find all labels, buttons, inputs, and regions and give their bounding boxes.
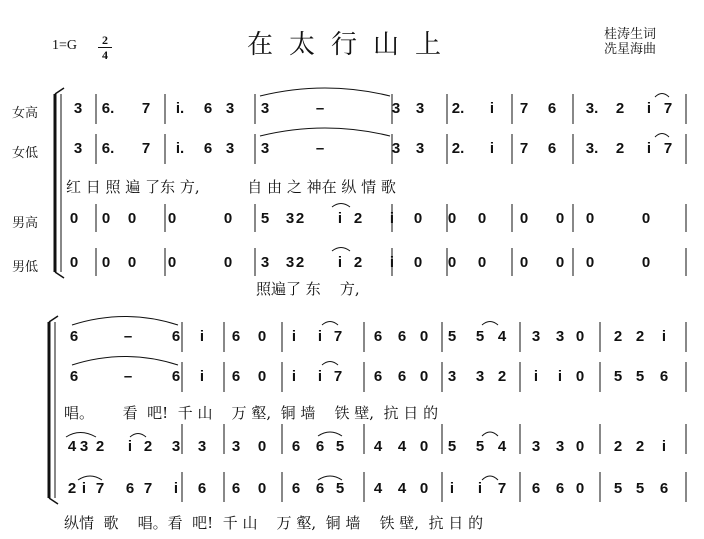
note-bass: 0 xyxy=(167,254,177,271)
note-bass: i xyxy=(389,254,395,271)
song-title: 在太行山上 xyxy=(246,30,457,60)
note-soprano: 0 xyxy=(575,328,585,345)
note-soprano: 3. xyxy=(585,100,599,117)
note-bass: 5 xyxy=(635,480,645,497)
note-soprano: 2. xyxy=(451,100,465,117)
note-soprano: 2 xyxy=(615,100,625,117)
note-alto: – xyxy=(123,368,133,385)
note-soprano: 7 xyxy=(663,100,673,117)
note-tenor: 0 xyxy=(641,210,651,227)
note-alto: 7 xyxy=(141,140,151,157)
time-signature-top: 2 xyxy=(102,33,108,47)
note-soprano: 2 xyxy=(635,328,645,345)
note-tenor: 5 xyxy=(260,210,270,227)
note-soprano: i xyxy=(291,328,297,345)
note-soprano: 6 xyxy=(203,100,213,117)
note-soprano: 7 xyxy=(141,100,151,117)
note-bass: 2 xyxy=(67,480,77,497)
note-tenor: 0 xyxy=(447,210,457,227)
note-tenor: 0 xyxy=(575,438,585,455)
note-soprano: 3 xyxy=(531,328,541,345)
note-alto: i. xyxy=(175,140,185,157)
note-tenor: 3 xyxy=(285,210,295,227)
note-tenor: 5 xyxy=(335,438,345,455)
note-tenor: 0 xyxy=(555,210,565,227)
note-tenor: i xyxy=(389,210,395,227)
note-alto: 7 xyxy=(333,368,343,385)
note-bass: i xyxy=(477,480,483,497)
note-soprano: – xyxy=(315,100,325,117)
note-bass: 7 xyxy=(143,480,153,497)
note-tenor: 6 xyxy=(315,438,325,455)
note-tenor: 6 xyxy=(291,438,301,455)
note-alto: i xyxy=(317,368,323,385)
note-soprano: 3 xyxy=(391,100,401,117)
note-bass: 0 xyxy=(555,254,565,271)
note-soprano: 7 xyxy=(333,328,343,345)
note-tenor: 3 xyxy=(555,438,565,455)
note-alto: 0 xyxy=(257,368,267,385)
note-soprano: 3 xyxy=(555,328,565,345)
note-bass: 0 xyxy=(257,480,267,497)
note-bass: 0 xyxy=(101,254,111,271)
note-bass: 0 xyxy=(419,480,429,497)
note-alto: 3 xyxy=(225,140,235,157)
note-tenor: 3 xyxy=(231,438,241,455)
note-bass: 0 xyxy=(585,254,595,271)
note-alto: 6 xyxy=(659,368,669,385)
note-alto: 3 xyxy=(475,368,485,385)
voice-label-bass: 男低 xyxy=(12,260,39,275)
note-alto: 7 xyxy=(663,140,673,157)
note-bass: 0 xyxy=(477,254,487,271)
note-tenor: 4 xyxy=(497,438,507,455)
note-bass: 2 xyxy=(295,254,305,271)
note-bass: 5 xyxy=(335,480,345,497)
note-alto: 3 xyxy=(391,140,401,157)
note-alto: i xyxy=(533,368,539,385)
note-soprano: 6 xyxy=(547,100,557,117)
note-bass: 0 xyxy=(575,480,585,497)
note-alto: 6 xyxy=(231,368,241,385)
note-alto: 6 xyxy=(397,368,407,385)
lyric-line-women-2: 唱。 看 吧! 千 山 万 壑, 铜 墙 铁 壁, 抗 日 的 xyxy=(64,404,439,422)
note-alto: 0 xyxy=(575,368,585,385)
note-soprano: 6 xyxy=(69,328,79,345)
note-tenor: 2 xyxy=(295,210,305,227)
note-tenor: 4 xyxy=(67,438,77,455)
note-tenor: 4 xyxy=(397,438,407,455)
note-alto: 3 xyxy=(260,140,270,157)
note-tenor: 0 xyxy=(69,210,79,227)
note-bass: 2 xyxy=(353,254,363,271)
note-alto: 2 xyxy=(497,368,507,385)
lyric-line-women-1: 红 日 照 遍 了东 方, 自 由 之 神在 纵 情 歌 xyxy=(66,178,396,196)
note-soprano: i xyxy=(646,100,652,117)
note-bass: 6 xyxy=(315,480,325,497)
note-bass: 6 xyxy=(555,480,565,497)
note-bass: 6 xyxy=(125,480,135,497)
note-alto: 2 xyxy=(615,140,625,157)
note-soprano: i. xyxy=(175,100,185,117)
note-bass: 3 xyxy=(285,254,295,271)
voice-label-alto: 女低 xyxy=(12,146,39,161)
note-alto: i xyxy=(199,368,205,385)
note-alto: 3 xyxy=(447,368,457,385)
note-bass: i xyxy=(449,480,455,497)
note-alto: 3 xyxy=(415,140,425,157)
note-soprano: 3 xyxy=(260,100,270,117)
note-alto: 7 xyxy=(519,140,529,157)
note-alto: 5 xyxy=(613,368,623,385)
lyricist-credit: 桂涛生词 xyxy=(604,27,657,42)
note-bass: 0 xyxy=(641,254,651,271)
note-alto: 6 xyxy=(171,368,181,385)
note-bass: 4 xyxy=(373,480,383,497)
note-bass: 6 xyxy=(659,480,669,497)
note-soprano: 6. xyxy=(101,100,115,117)
note-tenor: 0 xyxy=(413,210,423,227)
note-soprano: 5 xyxy=(447,328,457,345)
note-soprano: 6 xyxy=(171,328,181,345)
note-bass: 0 xyxy=(127,254,137,271)
note-bass: 7 xyxy=(95,480,105,497)
note-tenor: i xyxy=(337,210,343,227)
key-signature: 1=G xyxy=(52,38,78,53)
note-tenor: 2 xyxy=(613,438,623,455)
note-alto: 2. xyxy=(451,140,465,157)
note-alto: 6 xyxy=(203,140,213,157)
note-tenor: 0 xyxy=(477,210,487,227)
note-soprano: 0 xyxy=(419,328,429,345)
note-tenor: 5 xyxy=(475,438,485,455)
note-bass: 6 xyxy=(531,480,541,497)
note-bass: 0 xyxy=(519,254,529,271)
note-tenor: 3 xyxy=(197,438,207,455)
voice-label-tenor: 男高 xyxy=(12,216,39,231)
note-tenor: 3 xyxy=(79,438,89,455)
note-alto: 6 xyxy=(69,368,79,385)
note-tenor: 3 xyxy=(171,438,181,455)
note-soprano: i xyxy=(661,328,667,345)
note-tenor: 2 xyxy=(143,438,153,455)
note-soprano: 3 xyxy=(415,100,425,117)
note-bass: 4 xyxy=(397,480,407,497)
note-bass: 0 xyxy=(223,254,233,271)
note-soprano: 0 xyxy=(257,328,267,345)
note-soprano: 6 xyxy=(397,328,407,345)
lyric-line-men-2: 纵情 歌 唱。看 吧! 千 山 万 壑, 铜 墙 铁 壁, 抗 日 的 xyxy=(64,514,484,532)
note-soprano: i xyxy=(199,328,205,345)
note-soprano: – xyxy=(123,328,133,345)
note-bass: 6 xyxy=(231,480,241,497)
note-tenor: i xyxy=(661,438,667,455)
note-soprano: i xyxy=(317,328,323,345)
note-alto: 6 xyxy=(373,368,383,385)
note-bass: 0 xyxy=(69,254,79,271)
note-soprano: i xyxy=(489,100,495,117)
note-tenor: 2 xyxy=(353,210,363,227)
note-bass: 0 xyxy=(447,254,457,271)
note-tenor: 0 xyxy=(167,210,177,227)
note-soprano: 6 xyxy=(373,328,383,345)
note-bass: i xyxy=(173,480,179,497)
note-bass: i xyxy=(337,254,343,271)
note-tenor: 0 xyxy=(519,210,529,227)
note-bass: 6 xyxy=(291,480,301,497)
note-alto: 6. xyxy=(101,140,115,157)
note-tenor: 0 xyxy=(127,210,137,227)
note-alto: 3 xyxy=(73,140,83,157)
note-alto: 0 xyxy=(419,368,429,385)
note-bass: 6 xyxy=(197,480,207,497)
note-soprano: 4 xyxy=(497,328,507,345)
voice-label-soprano: 女高 xyxy=(12,106,39,121)
note-bass: 5 xyxy=(613,480,623,497)
note-tenor: 2 xyxy=(635,438,645,455)
time-signature-bottom: 4 xyxy=(102,48,108,62)
note-alto: i xyxy=(557,368,563,385)
note-soprano: 3 xyxy=(73,100,83,117)
note-alto: i xyxy=(489,140,495,157)
note-tenor: 0 xyxy=(223,210,233,227)
note-alto: i xyxy=(646,140,652,157)
note-soprano: 5 xyxy=(475,328,485,345)
note-soprano: 7 xyxy=(519,100,529,117)
lyric-line-men-1: 照遍了 东 方, xyxy=(256,280,360,298)
note-tenor: 2 xyxy=(95,438,105,455)
note-tenor: 0 xyxy=(101,210,111,227)
note-tenor: 0 xyxy=(257,438,267,455)
note-bass: 3 xyxy=(260,254,270,271)
note-tenor: 3 xyxy=(531,438,541,455)
note-bass: i xyxy=(81,480,87,497)
note-alto: – xyxy=(315,140,325,157)
note-alto: i xyxy=(291,368,297,385)
note-bass: 0 xyxy=(413,254,423,271)
note-tenor: 4 xyxy=(373,438,383,455)
note-soprano: 3 xyxy=(225,100,235,117)
note-tenor: 0 xyxy=(419,438,429,455)
note-alto: 5 xyxy=(635,368,645,385)
note-soprano: 2 xyxy=(613,328,623,345)
note-alto: 3. xyxy=(585,140,599,157)
note-bass: 7 xyxy=(497,480,507,497)
composer-credit: 冼星海曲 xyxy=(604,42,657,57)
note-soprano: 6 xyxy=(231,328,241,345)
note-tenor: i xyxy=(127,438,133,455)
note-alto: 6 xyxy=(547,140,557,157)
note-tenor: 0 xyxy=(585,210,595,227)
note-tenor: 5 xyxy=(447,438,457,455)
